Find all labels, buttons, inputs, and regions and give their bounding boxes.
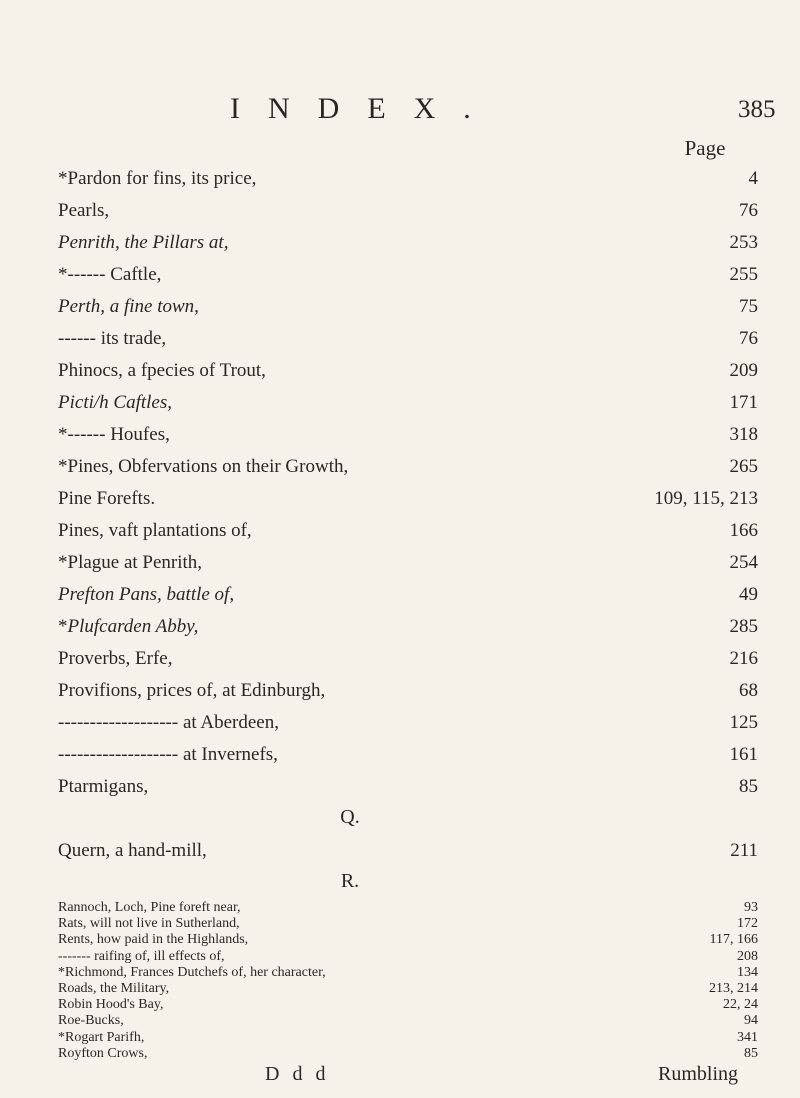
entry-text: Pines, Obfervations on their Growth, <box>67 456 349 477</box>
catchword: Rumbling <box>658 1063 739 1085</box>
index-entry <box>58 900 758 916</box>
index-entry <box>58 772 758 802</box>
entry-star: * <box>58 616 68 637</box>
section-letter-q: Q. <box>340 806 360 828</box>
entry-page: 341 <box>737 1029 758 1045</box>
entry-page: 208 <box>737 948 758 964</box>
entry-text: Perth, a fine town, <box>58 296 199 317</box>
entry-page: 253 <box>729 232 758 253</box>
entry-page: 318 <box>729 424 758 445</box>
entry-page: 172 <box>737 916 758 932</box>
entry-page: 134 <box>737 964 758 980</box>
index-entry <box>58 292 758 322</box>
entry-text: ------ Houfes, <box>67 424 170 445</box>
index-entry <box>58 548 758 578</box>
entry-page: 211 <box>730 840 758 861</box>
entry-page: 85 <box>744 1045 758 1061</box>
index-entry <box>58 516 758 546</box>
entry-star: * <box>58 424 68 445</box>
entry-text: Rannoch, Loch, Pine foreft near, <box>58 900 241 915</box>
index-entry <box>58 836 758 866</box>
entry-star: * <box>58 456 68 477</box>
entry-page: 109, 115, 213 <box>654 488 758 509</box>
entry-page: 22, 24 <box>723 997 758 1013</box>
index-entry <box>58 388 758 418</box>
entry-page: 265 <box>729 456 758 477</box>
entry-text: Phinocs, a fpecies of Trout, <box>58 360 266 381</box>
entry-text: Rats, will not live in Sutherland, <box>58 916 240 932</box>
entry-text: Prefton Pans, battle of, <box>58 584 235 605</box>
signature-mark: D d d <box>265 1063 330 1085</box>
entry-page: 76 <box>739 200 758 221</box>
entry-text: Penrith, the Pillars at, <box>58 232 229 253</box>
entry-page: 209 <box>729 360 758 381</box>
index-entry <box>58 324 758 354</box>
entry-text: Roads, the Military, <box>58 981 170 996</box>
entry-page: 166 <box>729 520 758 541</box>
entry-text: ------ its trade, <box>58 328 167 349</box>
entry-page: 254 <box>729 552 758 573</box>
entry-text: Rogart Parifh, <box>65 1029 145 1045</box>
entry-text: Pardon for fins, its price, <box>67 168 257 189</box>
entry-page: 117, 166 <box>709 932 758 948</box>
entry-text: Picti/h Caftles, <box>58 392 172 413</box>
index-entry <box>58 580 758 610</box>
entry-text: ------------------- at Aberdeen, <box>58 712 279 733</box>
entry-page: 68 <box>739 680 758 701</box>
index-entry <box>58 1046 758 1062</box>
entry-page: 161 <box>729 744 758 765</box>
entry-text: ------------------- at Invernefs, <box>58 744 278 765</box>
entry-page: 94 <box>744 1013 758 1029</box>
index-entry <box>58 949 758 965</box>
entry-page: 85 <box>739 776 758 797</box>
entry-star: * <box>58 964 65 980</box>
entry-page: 76 <box>739 328 758 349</box>
entry-page: 49 <box>739 584 758 605</box>
index-entry <box>58 644 758 674</box>
entry-text: Provifions, prices of, at Edinburgh, <box>58 680 326 701</box>
page-number: 385 <box>738 96 776 123</box>
index-entry <box>58 1030 758 1046</box>
entry-text: Richmond, Frances Dutchefs of, her character, <box>65 964 326 980</box>
index-entry <box>58 452 758 482</box>
entry-text: Roe-Bucks, <box>58 1013 124 1029</box>
index-entry <box>58 981 758 997</box>
index-entry <box>58 228 758 258</box>
entry-text: Pearls, <box>58 200 110 221</box>
entry-page: 93 <box>744 900 758 915</box>
section-letter-r: R. <box>340 870 360 892</box>
entry-text: Robin Hood's Bay, <box>58 997 164 1013</box>
entry-page: 285 <box>729 616 758 637</box>
entry-text: Ptarmigans, <box>58 776 149 797</box>
entry-page: 216 <box>729 648 758 669</box>
page-title: INDEX. <box>230 92 499 125</box>
entry-star: * <box>58 168 68 189</box>
index-entry <box>58 676 758 706</box>
entry-page: 255 <box>729 264 758 285</box>
entry-page: 171 <box>729 392 758 413</box>
entry-page: 75 <box>739 296 758 317</box>
index-entry <box>58 260 758 290</box>
index-entry <box>58 916 758 932</box>
entry-text: Quern, a hand-mill, <box>58 840 207 861</box>
entry-text: Proverbs, Erfe, <box>58 648 173 669</box>
entry-text: Pines, vaft plantations of, <box>58 520 252 541</box>
index-entry <box>58 1013 758 1029</box>
entry-page: 125 <box>729 712 758 733</box>
page-column-label: Page <box>684 136 726 160</box>
index-entry <box>58 420 758 450</box>
index-entry <box>58 740 758 770</box>
entry-page: 4 <box>748 168 758 189</box>
index-entry <box>58 356 758 386</box>
entry-star: * <box>58 264 68 285</box>
entry-text: ------ Caftle, <box>67 264 162 285</box>
entry-text: Pine Forefts. <box>58 488 156 509</box>
index-entry <box>58 997 758 1013</box>
entry-text: Plufcarden Abby, <box>67 616 199 637</box>
entry-text: Plague at Penrith, <box>67 552 203 573</box>
index-entry <box>58 164 758 194</box>
index-entry <box>58 196 758 226</box>
entry-star: * <box>58 552 68 573</box>
index-entry <box>58 612 758 642</box>
index-entry <box>58 484 758 514</box>
entry-text: Rents, how paid in the Highlands, <box>58 932 249 948</box>
index-entry <box>58 708 758 738</box>
entry-text: ------- raifing of, ill effects of, <box>58 948 225 964</box>
entry-star: * <box>58 1029 65 1045</box>
index-entry <box>58 932 758 948</box>
entry-page: 213, 214 <box>709 981 758 996</box>
index-entry <box>58 965 758 981</box>
entry-text: Royfton Crows, <box>58 1045 148 1061</box>
